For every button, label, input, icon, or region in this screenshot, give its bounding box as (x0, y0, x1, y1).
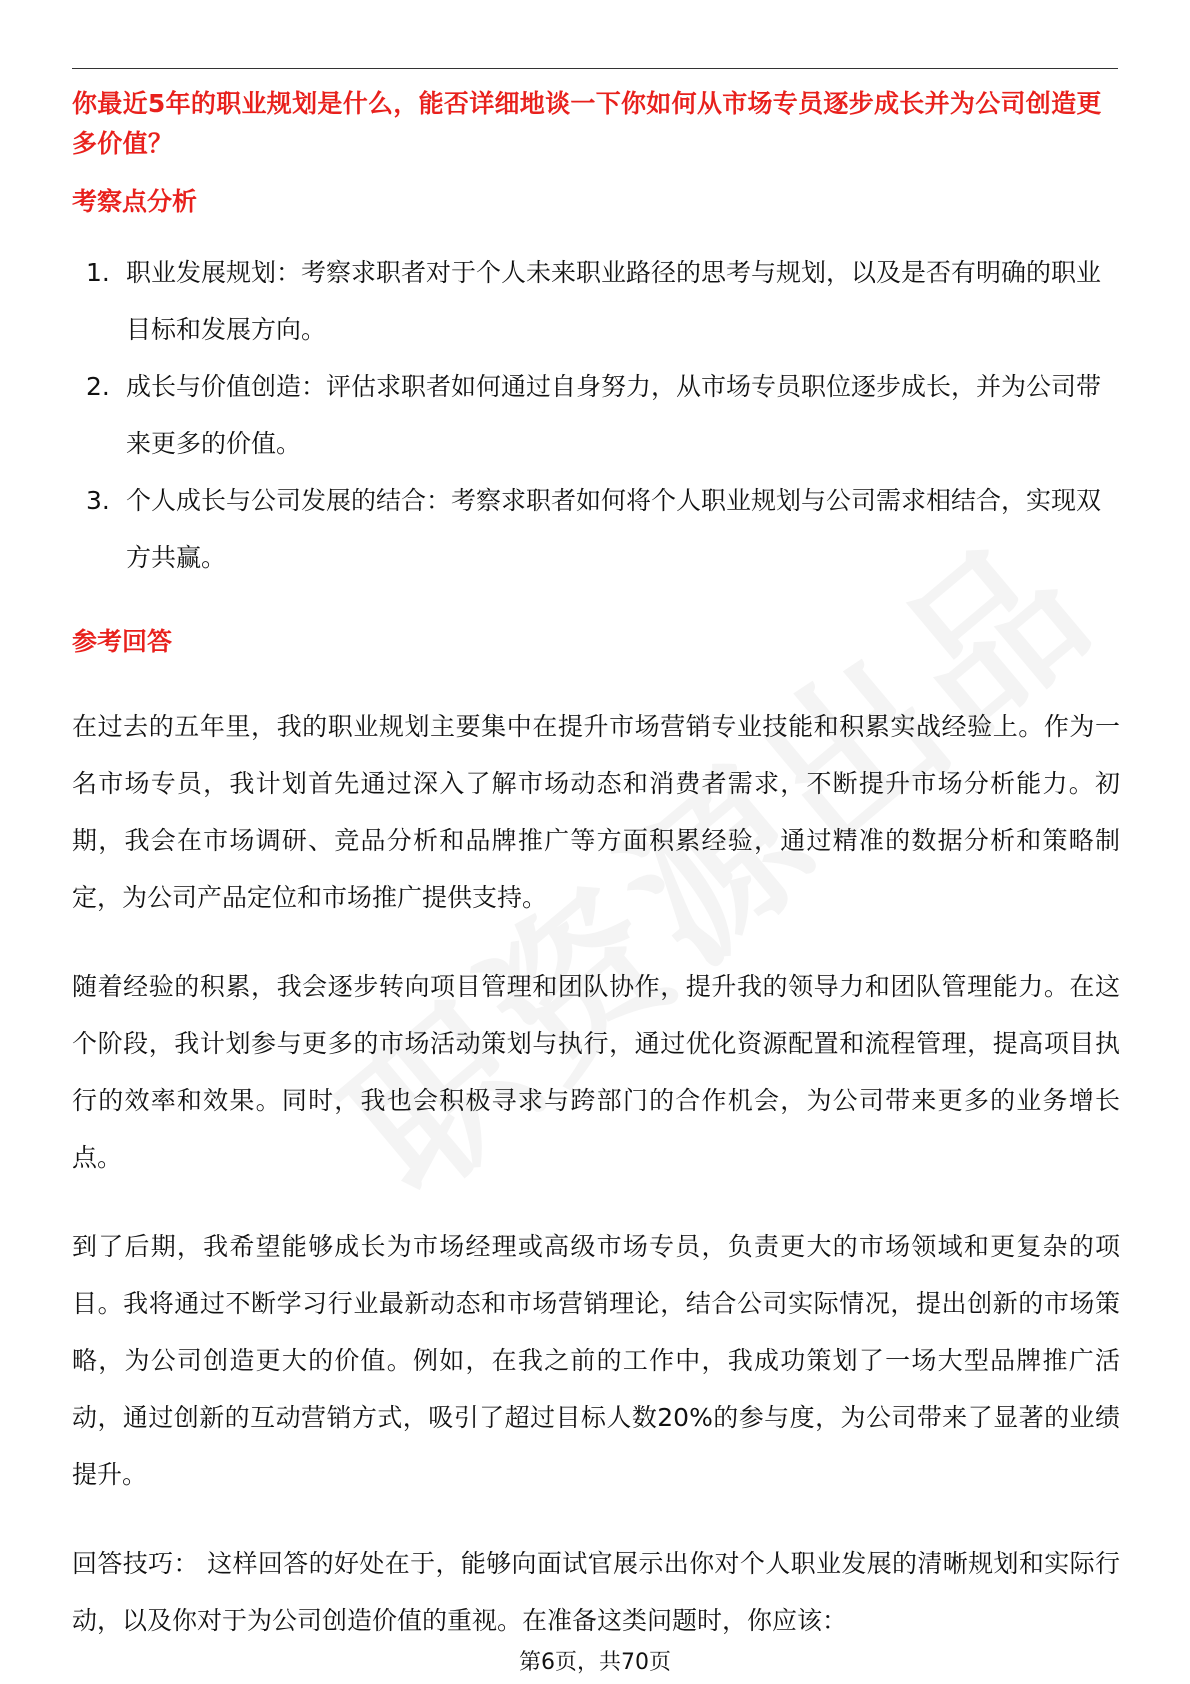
point-number: 1. (86, 258, 110, 287)
analysis-point (72, 244, 1120, 358)
answer-section-title: 参考回答 (72, 627, 173, 656)
point-text: 个人成长与公司发展的结合：考察求职者如何将个人职业规划与公司需求相结合，实现双方共赢。 (126, 486, 1102, 572)
question-heading: 你最近5年的职业规划是什么，能否详细地谈一下你如何从市场专员逐步成长并为公司创造更多价值？ (72, 89, 1102, 158)
analysis-points-list (72, 244, 1120, 586)
point-text: 成长与价值创造：评估求职者如何通过自身努力，从市场专员职位逐步成长，并为公司带来更多的价值。 (126, 372, 1102, 458)
answer-paragraph: 在过去的五年里，我的职业规划主要集中在提升市场营销专业技能和积累实战经验上。作为一名市场专员，我计划首先通过深入了解市场动态和消费者需求，不断提升市场分析能力。初期，我会在市场调研、竞品分析和品牌推广等方面积累经验，通过精准的数据分析和策略制定，为公司产品定位和市场推广提供支持。 (72, 712, 1120, 912)
page-number: 第6页，共70页 (519, 1650, 671, 1675)
point-text: 职业发展规划：考察求职者对于个人未来职业路径的思考与规划，以及是否有明确的职业目标和发展方向。 (126, 258, 1102, 344)
point-number: 2. (86, 372, 110, 401)
analysis-section-title: 考察点分析 (72, 187, 198, 216)
analysis-point (72, 472, 1120, 586)
document-body (72, 84, 1120, 1649)
analysis-point (72, 358, 1120, 472)
top-divider (72, 68, 1118, 69)
answer-tips-paragraph: 回答技巧： 这样回答的好处在于，能够向面试官展示出你对个人职业发展的清晰规划和实际行动，以及你对于为公司创造价值的重视。在准备这类问题时，你应该： (72, 1549, 1120, 1635)
answer-paragraph: 到了后期，我希望能够成长为市场经理或高级市场专员，负责更大的市场领域和更复杂的项目。我将通过不断学习行业最新动态和市场营销理论，结合公司实际情况，提出创新的市场策略，为公司创造更大的价值。例如，在我之前的工作中，我成功策划了一场大型品牌推广活动，通过创新的互动营销方式，吸引了超过目标人数20%的参与度，为公司带来了显著的业绩提升。 (72, 1232, 1120, 1489)
answer-paragraph: 随着经验的积累，我会逐步转向项目管理和团队协作，提升我的领导力和团队管理能力。在这个阶段，我计划参与更多的市场活动策划与执行，通过优化资源配置和流程管理，提高项目执行的效率和效果。同时，我也会积极寻求与跨部门的合作机会，为公司带来更多的业务增长点。 (72, 972, 1120, 1172)
point-number: 3. (86, 486, 110, 515)
